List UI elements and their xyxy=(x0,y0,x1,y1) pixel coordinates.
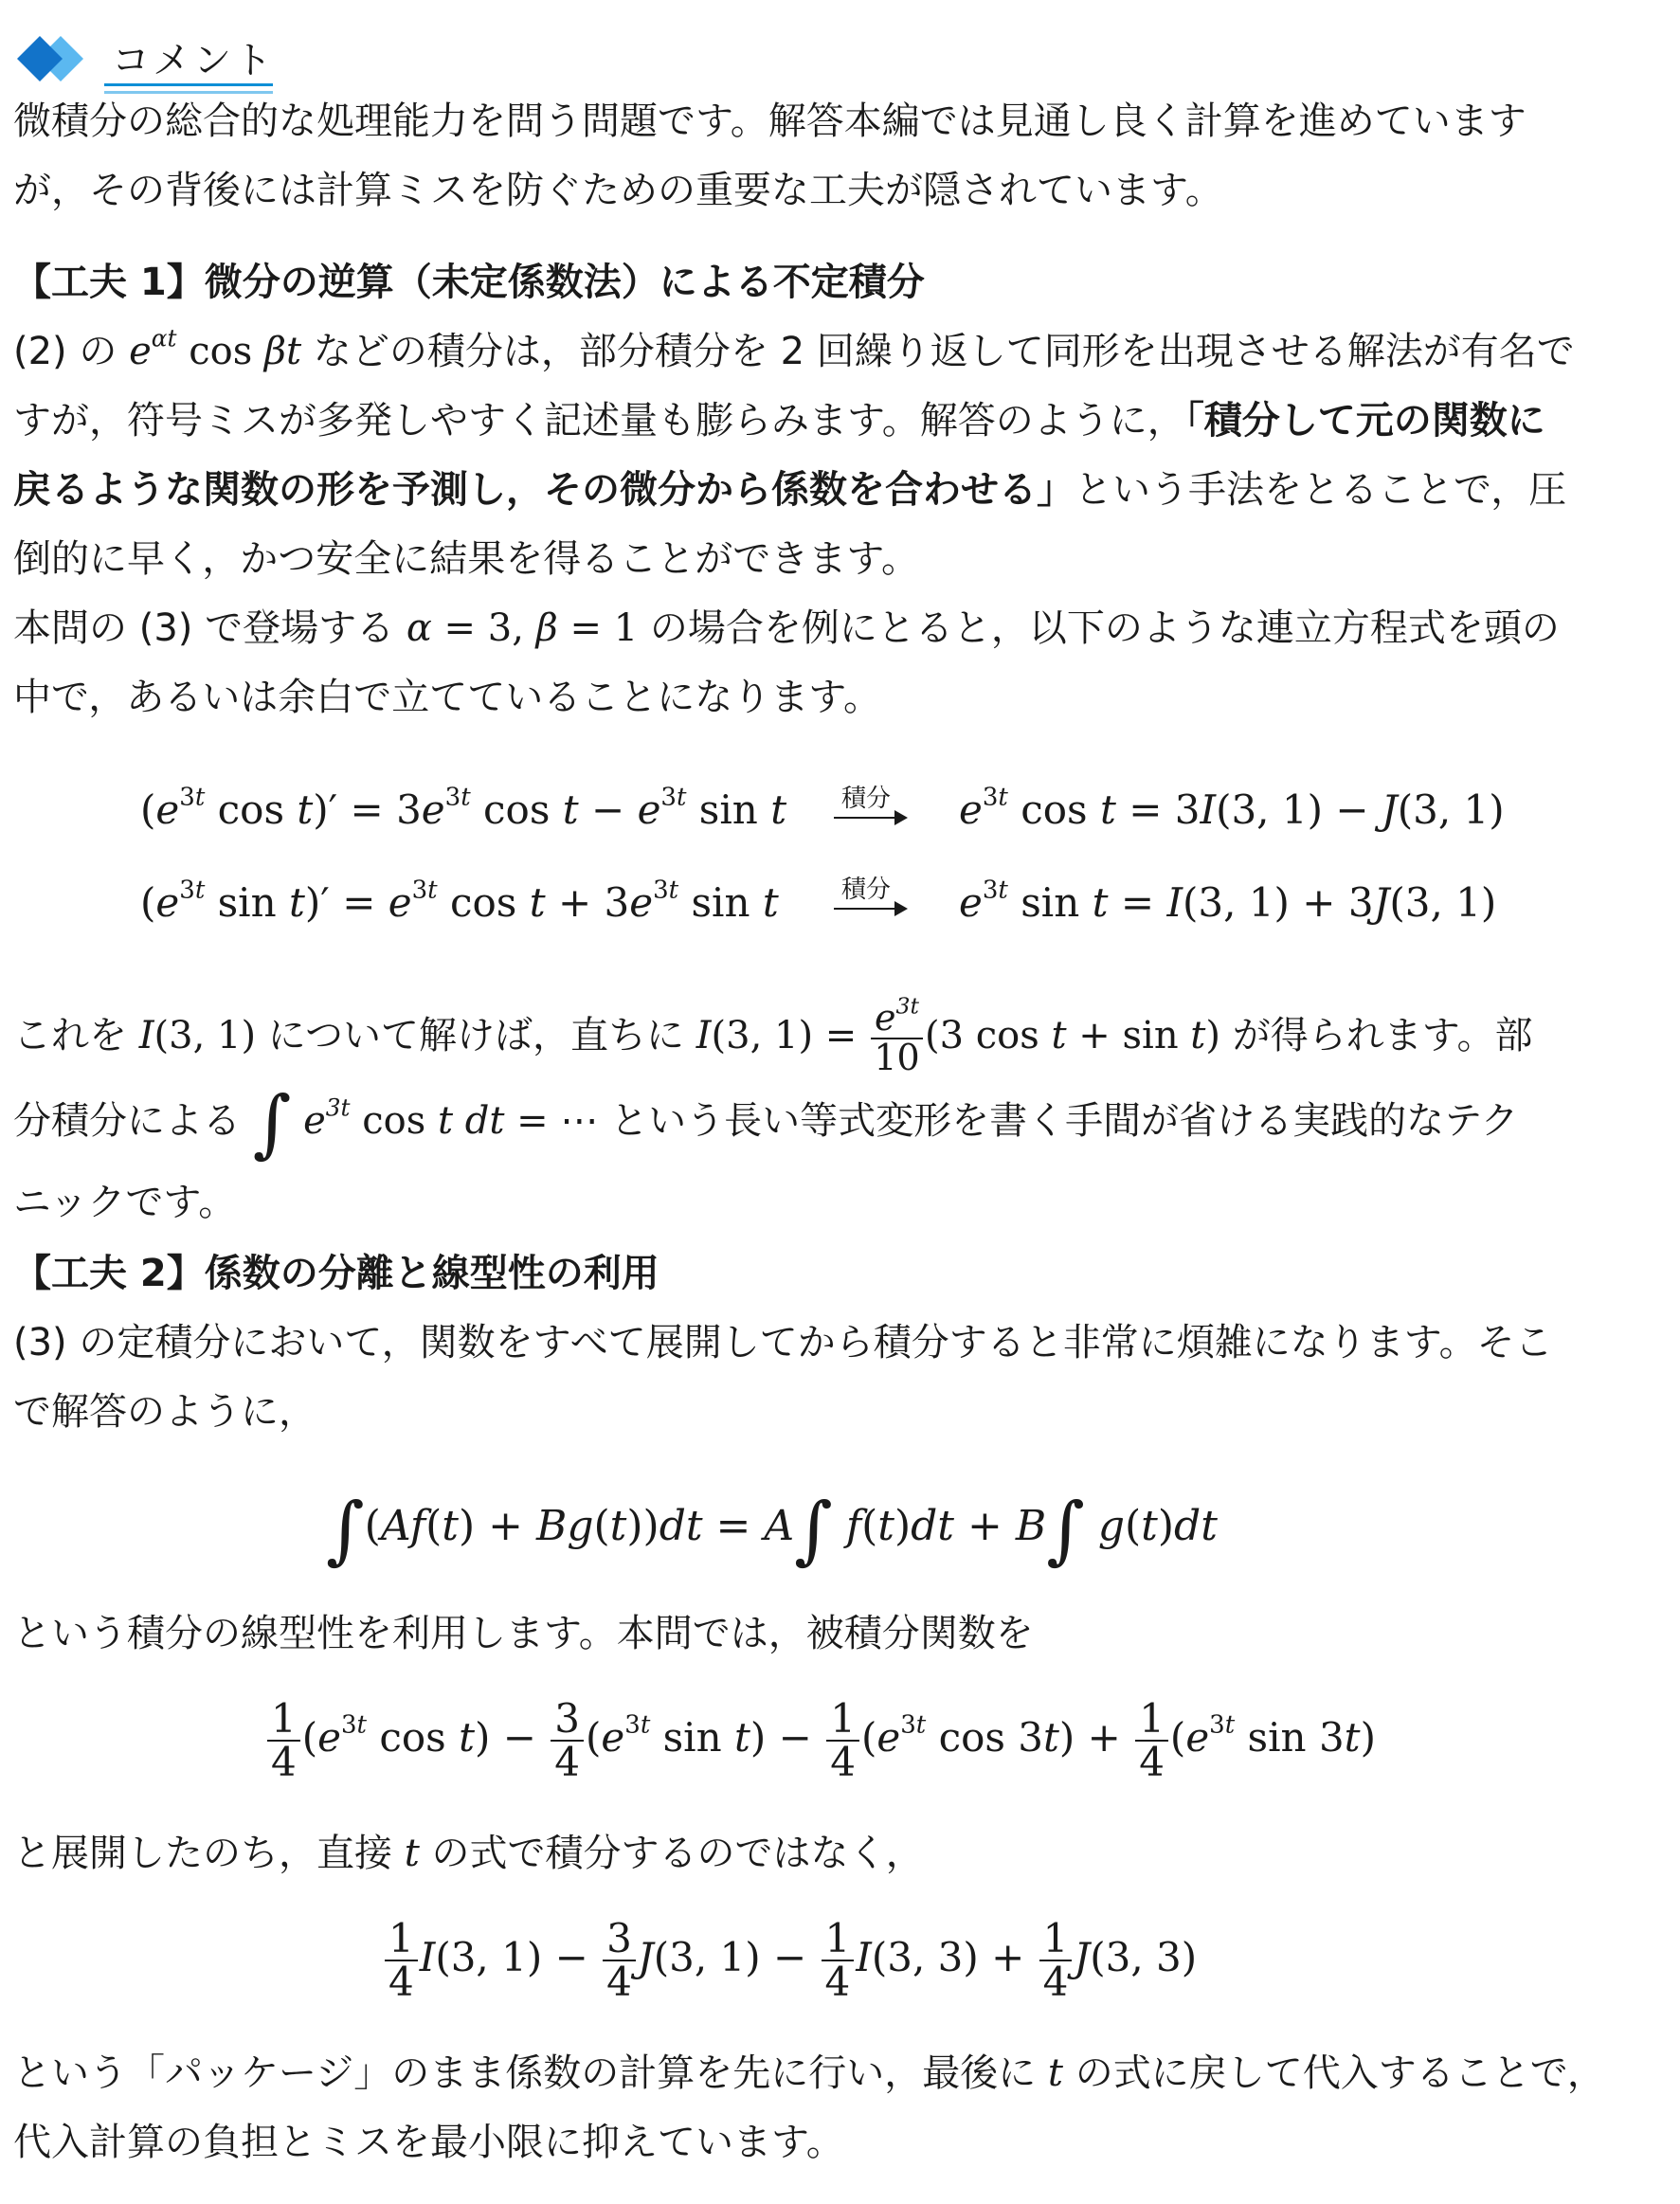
text-segment: について解けば，直ちに xyxy=(256,1014,696,1057)
section2-heading: 【工夫 2】係数の分離と線型性の利用 xyxy=(13,1252,659,1295)
section1-heading: 【工夫 1】微分の逆算（未定係数法）による不定積分 xyxy=(13,261,925,304)
section1-paragraph-3 xyxy=(13,992,1667,1231)
text-line xyxy=(13,456,1667,525)
text-line: で解答のように， xyxy=(13,1390,316,1434)
linearity-equation: ∫(Af(t) + Bg(t))dt = A∫ f(t)dt + B∫ g(t)dt xyxy=(326,1488,1218,1573)
text-segment: という長い等式変形を書く手間が省ける実践的なテク xyxy=(598,1099,1519,1143)
arrow-label: 積分 xyxy=(841,876,892,904)
expansion-equation: $\frac{1}{4}$ ($e^{3t}$ cos t) − $\frac{3}{4}$ ($e^{3t}$ sin t) − $\frac{1}{4}$ ($e^{3t}$ cos 3t) + $\frac{1}{4}$ ($e^{3t}$ sin 3t) xyxy=(265,1698,1376,1783)
equation-lhs-1: ($e^{3t}$ $\cos t)' = 3e^{3t}$ $\cos t - e^{3t}$ sin t xyxy=(140,783,787,833)
text-segment: の式で積分するのではなく， xyxy=(419,1832,924,1875)
bold-segment: 「積分して元の関数に xyxy=(1184,399,1545,443)
text-line: 倒的に早く，かつ安全に結果を得ることができます。 xyxy=(13,537,919,581)
section2-paragraph-2 xyxy=(13,1599,1667,1669)
section2-paragraph-4 xyxy=(13,2039,1667,2177)
text-segment: などの積分は，部分積分を 2 回繰り返して同形を出現させる解法が有名で xyxy=(301,330,1575,373)
equation-rhs-2: $e^{3t}$ sin t = I(3, 1) + 3J(3, 1) xyxy=(959,876,1497,926)
math-inline: α = 3, β = 1 xyxy=(406,606,639,650)
text-segment: 本問の (3) で登場する xyxy=(13,606,406,650)
math-inline: t xyxy=(1047,2051,1063,2095)
text-line: 代入計算の負担とミスを最小限に抑えています。 xyxy=(13,2121,844,2164)
math-inline: I(3, 1) = $\frac{e^{3t}}{10}$ (3 cos t + sin t) xyxy=(695,992,1220,1078)
text-segment: という「パッケージ」のまま係数の計算を先に行い，最後に xyxy=(13,2051,1048,2095)
section1-paragraph xyxy=(13,317,1667,732)
math-inline: $e^{\alpha t}$ cos βt xyxy=(129,324,302,373)
text-line xyxy=(13,387,1667,456)
math-inline: I(3, 1) xyxy=(138,1014,257,1057)
text-line: ニックです。 xyxy=(13,1181,237,1224)
text-line xyxy=(13,1819,1667,1888)
text-segment: すが，符号ミスが多発しやすく記述量も膨らみます。解答のように， xyxy=(13,399,1185,443)
text-segment: が得られます。部 xyxy=(1219,1014,1533,1057)
section2-paragraph xyxy=(13,1309,1667,1447)
text-line: 中で，あるいは余白で立てていることになります。 xyxy=(13,676,881,719)
section2-paragraph-3 xyxy=(13,1819,1667,1888)
text-segment: の場合を例にとると，以下のような連立方程式を頭の xyxy=(638,606,1560,650)
intro-paragraph xyxy=(13,87,1667,226)
bold-segment: 戻るような関数の形を予測し，その微分から係数を合わせる」 xyxy=(13,468,1075,512)
math-inline: t xyxy=(404,1832,420,1875)
arrow-label: 積分 xyxy=(841,785,892,813)
text-segment: という手法をとることで，圧 xyxy=(1075,468,1567,512)
equation-lhs-2: ($e^{3t}$ $\sin t)' = e^{3t}$ $\cos t + 3e^{3t}$ sin t xyxy=(140,876,779,926)
text-line xyxy=(13,2039,1667,2108)
header-title: コメント xyxy=(112,39,275,82)
intro-line: 微積分の総合的な処理能力を問う問題です。解答本編では見通し良く計算を進めています xyxy=(13,99,1526,143)
header-underline xyxy=(104,83,273,86)
text-segment: の式に戻して代入することで， xyxy=(1063,2051,1605,2095)
text-line: (3) の定積分において，関数をすべて展開してから積分すると非常に煩雑になります。そこ xyxy=(13,1321,1553,1364)
text-line: という積分の線型性を利用します。本問では，被積分関数を xyxy=(13,1612,1034,1655)
text-segment: これを xyxy=(13,1014,139,1057)
text-line xyxy=(13,594,1667,663)
text-segment: と展開したのち，直接 xyxy=(13,1832,405,1875)
diamond-logo-icon xyxy=(11,30,106,87)
equation-rhs-1: $e^{3t}$ cos t = 3I(3, 1) − J(3, 1) xyxy=(959,783,1505,833)
package-equation: $\frac{1}{4}$ I(3, 1) − $\frac{3}{4}$ J(3, 1) − $\frac{1}{4}$ I(3, 3) + $\frac{1}{4}$ J(3, 3) xyxy=(383,1918,1197,2003)
text-line xyxy=(13,317,1667,387)
text-line xyxy=(13,992,1667,1080)
text-line xyxy=(13,1080,1667,1166)
text-segment: (2) の xyxy=(13,330,130,373)
comment-header xyxy=(9,28,483,95)
text-segment: 分積分による xyxy=(13,1099,253,1143)
intro-line: が，その背後には計算ミスを防ぐための重要な工夫が隠されています。 xyxy=(13,169,1223,212)
math-inline: ∫ $e^{3t}$ cos t dt = ⋯ xyxy=(252,1081,599,1166)
